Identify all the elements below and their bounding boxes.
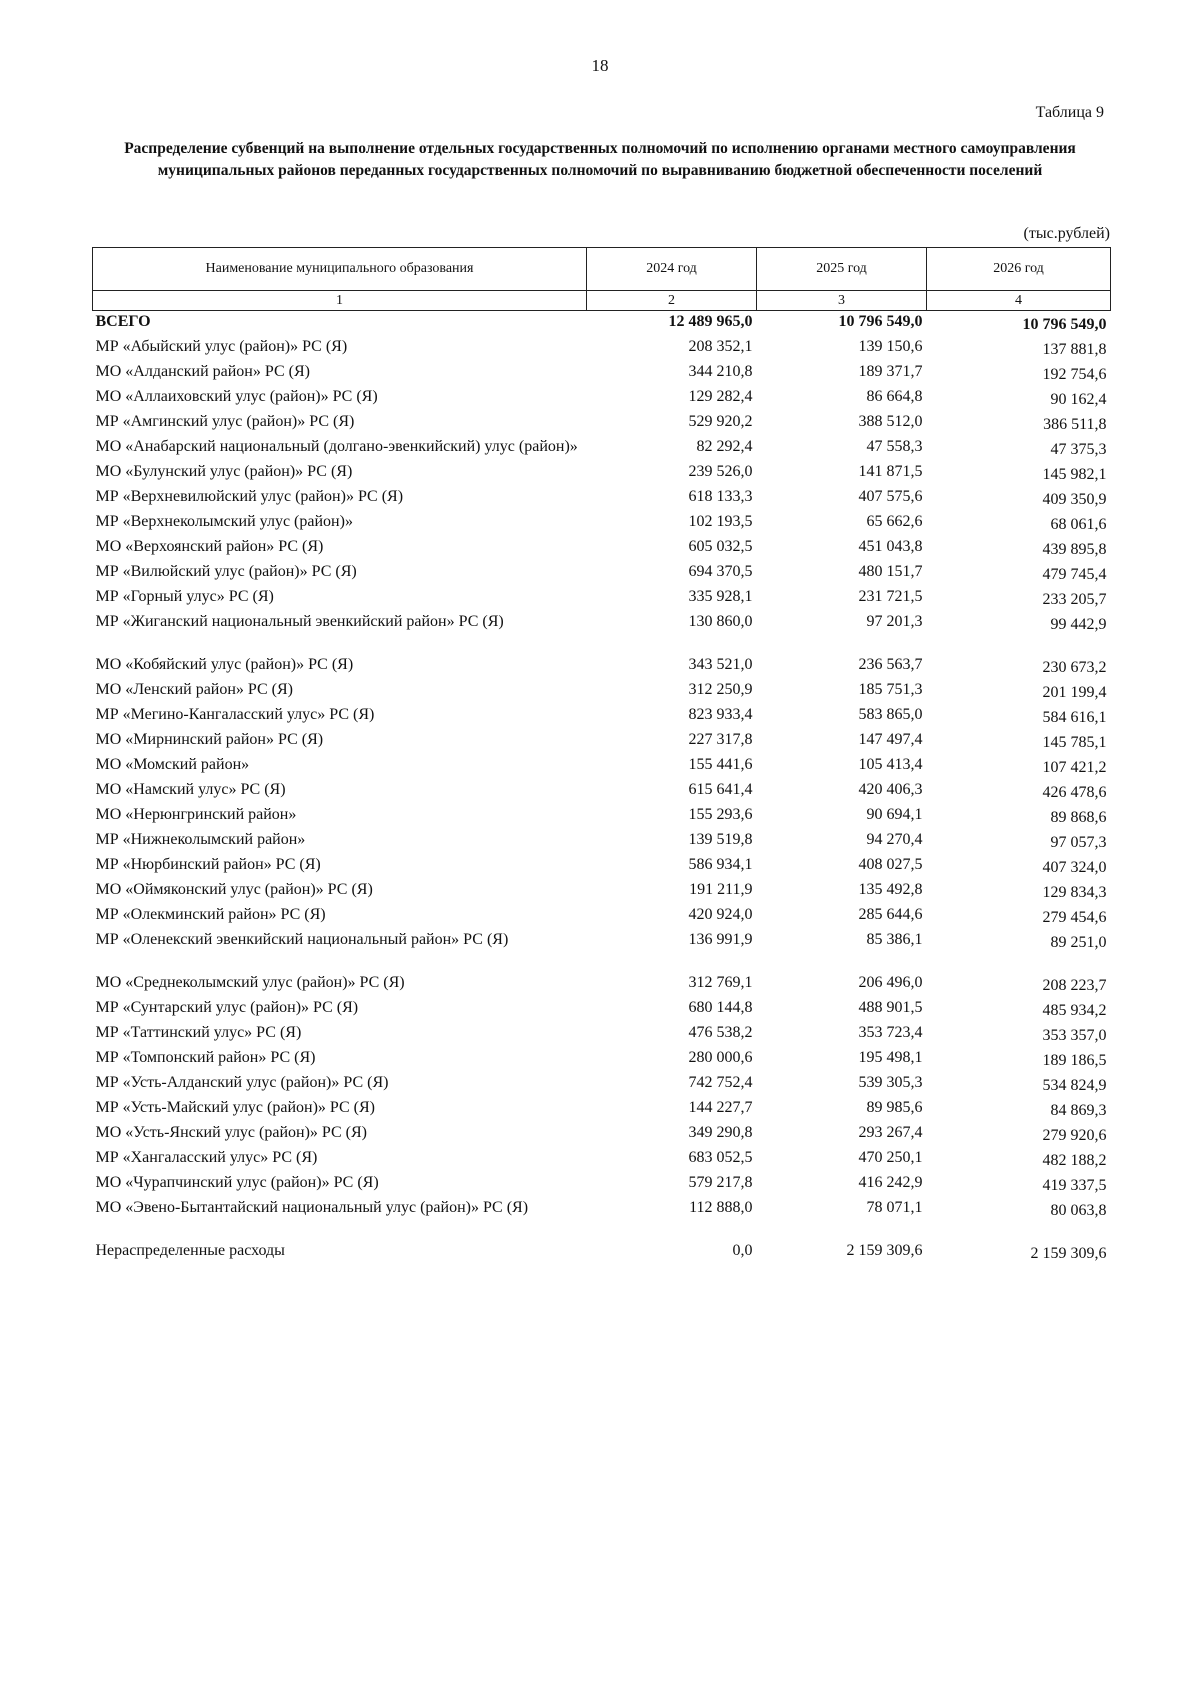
value-2026: 192 754,6 (1042, 366, 1107, 383)
value-2025: 65 662,6 (866, 513, 923, 530)
table-row (93, 854, 1111, 879)
value-2025: 480 151,7 (858, 563, 923, 580)
municipality-name: МР «Горный улус» РС (Я) (95, 588, 274, 605)
table-row (93, 486, 1111, 511)
value-2024: 155 441,6 (688, 756, 753, 773)
value-2024: 227 317,8 (688, 731, 753, 748)
municipality-name: МО «Намский улус» РС (Я) (95, 781, 286, 798)
value-2026: 208 223,7 (1042, 977, 1107, 994)
table-row (93, 879, 1111, 904)
municipality-name: МО «Ленский район» РС (Я) (95, 681, 294, 698)
spacer-row (93, 954, 1111, 972)
value-2024: 155 293,6 (688, 806, 753, 823)
value-2024: 343 521,0 (688, 656, 753, 673)
value-2025: 416 242,9 (858, 1174, 923, 1191)
value-2024: 139 519,8 (688, 831, 753, 848)
municipality-name: МР «Абыйский улус (район)» РС (Я) (95, 338, 348, 355)
header-name: Наименование муниципального образования (93, 248, 587, 291)
value-2025: 139 150,6 (858, 338, 923, 355)
value-2025: 135 492,8 (858, 881, 923, 898)
value-2024: 208 352,1 (688, 338, 753, 355)
value-2025: 583 865,0 (858, 706, 923, 723)
value-2024: 680 144,8 (688, 999, 753, 1016)
municipality-name: МО «Кобяйский улус (район)» РС (Я) (95, 656, 354, 673)
table-row (93, 586, 1111, 611)
value-2026: 279 454,6 (1042, 909, 1107, 926)
value-2025: 189 371,7 (858, 363, 923, 380)
value-2024: 683 052,5 (688, 1149, 753, 1166)
value-2026: 386 511,8 (1043, 416, 1107, 433)
table-row (93, 386, 1111, 411)
value-2026: 89 868,6 (1050, 809, 1107, 826)
value-2024: 344 210,8 (688, 363, 753, 380)
table-row (93, 997, 1111, 1022)
value-2024: 82 292,4 (696, 438, 753, 455)
municipality-name: МР «Сунтарский улус (район)» РС (Я) (95, 999, 359, 1016)
table-row (93, 1122, 1111, 1147)
municipality-name: МО «Чурапчинский улус (район)» РС (Я) (95, 1174, 379, 1191)
table-row (93, 511, 1111, 536)
value-2025: 407 575,6 (858, 488, 923, 505)
municipality-name: МО «Оймяконский улус (район)» РС (Я) (95, 881, 373, 898)
municipality-name: МО «Мирнинский район» РС (Я) (95, 731, 324, 748)
value-2025: 195 498,1 (858, 1049, 923, 1066)
municipality-name: МО «Эвено-Бытантайский национальный улус (район)» РС (Я) (95, 1199, 529, 1216)
table-body (93, 311, 1111, 1266)
table-row (93, 1147, 1111, 1172)
table-header-row (93, 248, 1111, 291)
table-row (93, 904, 1111, 929)
table-row (93, 1172, 1111, 1197)
value-2024: 191 211,9 (689, 881, 753, 898)
municipality-name: МР «Олекминский район» РС (Я) (95, 906, 326, 923)
value-2024: 694 370,5 (688, 563, 753, 580)
value-2026: 80 063,8 (1050, 1202, 1107, 1219)
value-2026: 89 251,0 (1050, 934, 1107, 951)
municipality-name: МО «Момский район» (95, 756, 250, 773)
spacer-row (93, 1222, 1111, 1240)
value-2024: 0,0 (732, 1242, 753, 1259)
value-2026: 426 478,6 (1042, 784, 1107, 801)
table-row (93, 779, 1111, 804)
table-row (93, 654, 1111, 679)
municipality-name: МО «Среднеколымский улус (район)» РС (Я) (95, 974, 405, 991)
value-2024: 349 290,8 (688, 1124, 753, 1141)
value-2026: 230 673,2 (1042, 659, 1107, 676)
value-2026: 479 745,4 (1042, 566, 1107, 583)
municipality-name: МР «Амгинский улус (район)» РС (Я) (95, 413, 355, 430)
table-row (93, 436, 1111, 461)
total-2024: 12 489 965,0 (668, 313, 753, 330)
value-2025: 97 201,3 (866, 613, 923, 630)
table-row (93, 536, 1111, 561)
table-row (93, 336, 1111, 361)
value-2025: 539 305,3 (858, 1074, 923, 1091)
value-2026: 137 881,8 (1042, 341, 1107, 358)
value-2026: 145 785,1 (1042, 734, 1107, 751)
municipality-name: МР «Оленекский эвенкийский национальный район» РС (Я) (95, 931, 509, 948)
value-2024: 130 860,0 (688, 613, 753, 630)
municipality-name: МР «Нюрбинский район» РС (Я) (95, 856, 321, 873)
table-row (93, 611, 1111, 636)
municipality-name: МО «Нерюнгринский район» (95, 806, 297, 823)
value-2025: 89 985,6 (866, 1099, 923, 1116)
table-row (93, 972, 1111, 997)
table-row (93, 929, 1111, 954)
table-row (93, 1097, 1111, 1122)
value-2025: 231 721,5 (858, 588, 923, 605)
municipality-name: МР «Вилюйский улус (район)» РС (Я) (95, 563, 357, 580)
value-2024: 144 227,7 (688, 1099, 753, 1116)
value-2024: 618 133,3 (688, 488, 753, 505)
table-row (93, 411, 1111, 436)
table-row (93, 1197, 1111, 1222)
value-2024: 112 888,0 (689, 1199, 753, 1216)
value-2026: 419 337,5 (1042, 1177, 1107, 1194)
unallocated-row (93, 1240, 1111, 1265)
value-2026: 482 188,2 (1042, 1152, 1107, 1169)
table-row (93, 679, 1111, 704)
value-2025: 470 250,1 (858, 1149, 923, 1166)
value-2024: 129 282,4 (688, 388, 753, 405)
value-2026: 485 934,2 (1042, 1002, 1107, 1019)
value-2025: 78 071,1 (866, 1199, 923, 1216)
municipality-name: МО «Усть-Янский улус (район)» РС (Я) (95, 1124, 367, 1141)
value-2024: 102 193,5 (688, 513, 753, 530)
value-2024: 136 991,9 (688, 931, 753, 948)
municipality-name: МР «Хангаласский улус» РС (Я) (95, 1149, 318, 1166)
value-2025: 353 723,4 (858, 1024, 923, 1041)
municipality-name: МР «Жиганский национальный эвенкийский район» РС (Я) (95, 613, 504, 630)
total-row (93, 311, 1111, 337)
table-row (93, 829, 1111, 854)
municipality-name: МР «Нижнеколымский район» (95, 831, 306, 848)
value-2026: 233 205,7 (1042, 591, 1107, 608)
municipality-name: МР «Мегино-Кангаласский улус» РС (Я) (95, 706, 375, 723)
value-2026: 145 982,1 (1042, 466, 1107, 483)
page-number: 18 (591, 56, 609, 75)
table-row (93, 754, 1111, 779)
value-2026: 409 350,9 (1042, 491, 1107, 508)
table-row (93, 729, 1111, 754)
value-2026: 201 199,4 (1042, 684, 1107, 701)
value-2025: 47 558,3 (866, 438, 923, 455)
value-2026: 439 895,8 (1042, 541, 1107, 558)
value-2026: 584 616,1 (1042, 709, 1107, 726)
value-2025: 90 694,1 (866, 806, 923, 823)
value-2024: 420 924,0 (688, 906, 753, 923)
value-2025: 185 751,3 (858, 681, 923, 698)
table-label: Таблица 9 (1035, 104, 1104, 121)
value-2024: 280 000,6 (688, 1049, 753, 1066)
spacer-row (93, 636, 1111, 654)
value-2025: 141 871,5 (858, 463, 923, 480)
value-2026: 353 357,0 (1042, 1027, 1107, 1044)
table-row (93, 804, 1111, 829)
value-2024: 239 526,0 (688, 463, 753, 480)
value-2024: 579 217,8 (688, 1174, 753, 1191)
value-2025: 488 901,5 (858, 999, 923, 1016)
value-2024: 615 641,4 (688, 781, 753, 798)
value-2025: 85 386,1 (866, 931, 923, 948)
table-row (93, 561, 1111, 586)
table-row (93, 704, 1111, 729)
value-2025: 2 159 309,6 (846, 1242, 923, 1259)
value-2025: 206 496,0 (858, 974, 923, 991)
value-2026: 534 824,9 (1042, 1077, 1107, 1094)
value-2026: 129 834,3 (1042, 884, 1107, 901)
value-2024: 529 920,2 (688, 413, 753, 430)
value-2025: 408 027,5 (858, 856, 923, 873)
total-2025: 10 796 549,0 (838, 313, 923, 330)
municipality-name: Нераспределенные расходы (95, 1242, 285, 1259)
value-2024: 312 769,1 (688, 974, 753, 991)
value-2025: 388 512,0 (858, 413, 923, 430)
table-row (93, 1047, 1111, 1072)
value-2026: 47 375,3 (1050, 441, 1107, 458)
units-label: (тыс.рублей) (1023, 225, 1110, 242)
value-2026: 279 920,6 (1042, 1127, 1107, 1144)
table-row (93, 461, 1111, 486)
municipality-name: МР «Верхневилюйский улус (район)» РС (Я) (95, 488, 404, 505)
value-2026: 407 324,0 (1042, 859, 1107, 876)
column-number: 2 (587, 291, 757, 311)
value-2025: 236 563,7 (858, 656, 923, 673)
value-2025: 86 664,8 (866, 388, 923, 405)
municipality-name: МР «Верхнеколымский улус (район)» (95, 513, 353, 530)
value-2025: 105 413,4 (858, 756, 923, 773)
value-2026: 189 186,5 (1042, 1052, 1107, 1069)
municipality-name: МО «Анабарский национальный (долгано-эвенкийский) улус (район)» (95, 438, 578, 455)
table-row (93, 1022, 1111, 1047)
table-title: Распределение субвенций на выполнение отдельных государственных полномочий по исполнению органами местного самоуправления муниципальных районов переданных государственных полномочий по выравниванию бюджетной обеспеченности поселений (124, 140, 1076, 179)
value-2026: 90 162,4 (1050, 391, 1107, 408)
municipality-name: МО «Аллаиховский улус (район)» РС (Я) (95, 388, 378, 405)
municipality-name: МО «Верхоянский район» РС (Я) (95, 538, 324, 555)
municipality-name: МР «Таттинский улус» РС (Я) (95, 1024, 302, 1041)
value-2025: 147 497,4 (858, 731, 923, 748)
value-2026: 84 869,3 (1050, 1102, 1107, 1119)
total-label: ВСЕГО (95, 313, 151, 330)
value-2024: 312 250,9 (688, 681, 753, 698)
value-2025: 94 270,4 (866, 831, 923, 848)
value-2024: 605 032,5 (688, 538, 753, 555)
value-2026: 2 159 309,6 (1030, 1245, 1107, 1262)
total-2026: 10 796 549,0 (1022, 316, 1107, 333)
value-2026: 68 061,6 (1050, 516, 1107, 533)
column-number: 3 (757, 291, 927, 311)
header-2024: 2024 год (587, 248, 757, 291)
municipality-name: МР «Томпонский район» РС (Я) (95, 1049, 316, 1066)
column-number-row (93, 291, 1111, 311)
table-row (93, 361, 1111, 386)
subvention-table (92, 247, 1111, 1265)
value-2025: 285 644,6 (858, 906, 923, 923)
value-2024: 586 934,1 (688, 856, 753, 873)
table-row (93, 1072, 1111, 1097)
value-2024: 742 752,4 (688, 1074, 753, 1091)
value-2024: 476 538,2 (688, 1024, 753, 1041)
value-2025: 451 043,8 (858, 538, 923, 555)
value-2026: 99 442,9 (1050, 616, 1107, 633)
value-2025: 420 406,3 (858, 781, 923, 798)
value-2026: 97 057,3 (1050, 834, 1107, 851)
value-2026: 107 421,2 (1042, 759, 1107, 776)
column-number: 1 (93, 291, 587, 311)
municipality-name: МО «Булунский улус (район)» РС (Я) (95, 463, 353, 480)
value-2024: 823 933,4 (688, 706, 753, 723)
value-2025: 293 267,4 (858, 1124, 923, 1141)
header-2026: 2026 год (927, 248, 1111, 291)
column-number: 4 (927, 291, 1111, 311)
municipality-name: МО «Алданский район» РС (Я) (95, 363, 310, 380)
municipality-name: МР «Усть-Майский улус (район)» РС (Я) (95, 1099, 375, 1116)
header-2025: 2025 год (757, 248, 927, 291)
value-2024: 335 928,1 (688, 588, 753, 605)
municipality-name: МР «Усть-Алданский улус (район)» РС (Я) (95, 1074, 389, 1091)
